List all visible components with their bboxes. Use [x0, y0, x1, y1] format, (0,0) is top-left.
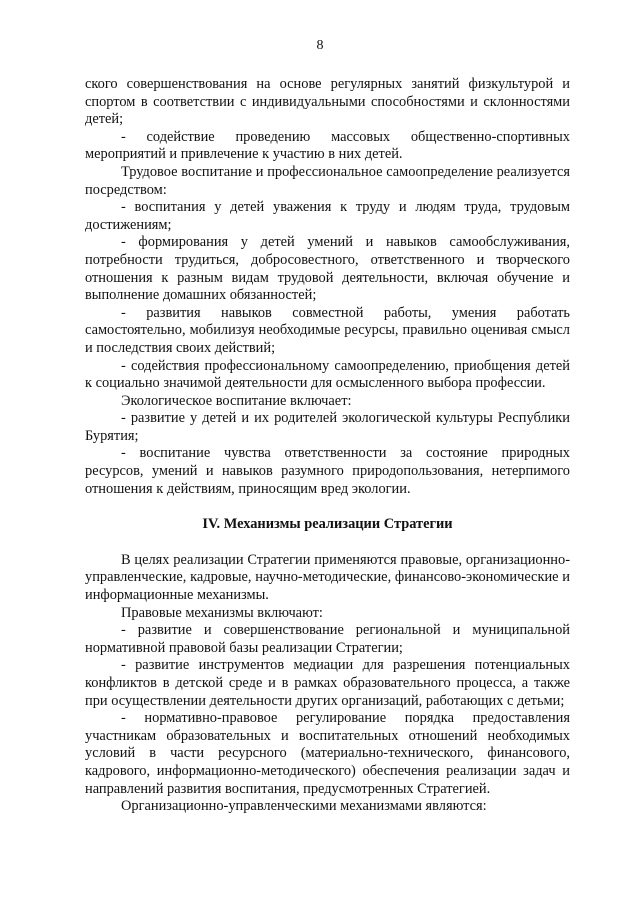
- document-body: [85, 76, 570, 816]
- list-item: - содействия профессиональному самоопределению, приобщения детей к социально значимой деятельности для осмысленного выбора профессии.: [85, 357, 570, 392]
- list-item: - содействие проведению массовых общественно-спортивных мероприятий и привлечение к участию в них детей.: [85, 128, 570, 163]
- paragraph: Организационно-управленческими механизмами являются:: [121, 798, 487, 815]
- list-item: - развитие у детей и их родителей экологической культуры Республики Бурятия;: [85, 410, 570, 444]
- section-heading: IV. Механизмы реализации Стратегии: [202, 516, 453, 533]
- list-item: - воспитание чувства ответственности за состояние природных ресурсов, умений и навыков разумного природопользования, нетерпимого отношения к действиям, приносящим вред экологии.: [85, 445, 570, 497]
- list-item: - развитие и совершенствование региональной и муниципальной нормативной правовой базы реализации Стратегии;: [85, 622, 570, 656]
- paragraph: В целях реализации Стратегии применяются правовые, организационно-управленческие, кадровые, научно-методические, финансово-экономические и информационные механизмы.: [85, 551, 570, 604]
- list-item: - развития навыков совместной работы, умения работать самостоятельно, мобилизуя необходимые ресурсы, правильно оценивая смысл и последствия своих действий;: [85, 304, 570, 356]
- paragraph: ского совершенствования на основе регулярных занятий физкультурой и спортом в соответствии с индивидуальными способностями и склонностями детей;: [85, 76, 570, 128]
- list-item: - нормативно-правовое регулирование порядка предоставления участникам образовательных и воспитательных отношений необходимых условий в части ресурсного (материально-технического, финансового, кадрового, информационно-методического) обеспечения реализации задач и направлений развития воспитания, предусмотренных Стратегией.: [85, 710, 570, 797]
- list-item: - воспитания у детей уважения к труду и людям труда, трудовым достижениям;: [85, 199, 570, 233]
- paragraph: Экологическое воспитание включает:: [121, 392, 352, 409]
- paragraph: Трудовое воспитание и профессиональное самоопределение реализуется посредством:: [85, 163, 570, 198]
- page-number: 8: [316, 38, 324, 53]
- list-item: - развитие инструментов медиации для разрешения потенциальных конфликтов в детской среде и в рамках образовательного процесса, а также при осуществлении деятельности других организаций, работающих с детьми;: [85, 657, 570, 709]
- list-item: - формирования у детей умений и навыков самообслуживания, потребности трудиться, добросовестного, ответственного и творческого отношения к разным видам трудовой деятельности, включая обучение и выполнение домашних обязанностей;: [85, 234, 570, 304]
- paragraph: Правовые механизмы включают:: [121, 604, 323, 621]
